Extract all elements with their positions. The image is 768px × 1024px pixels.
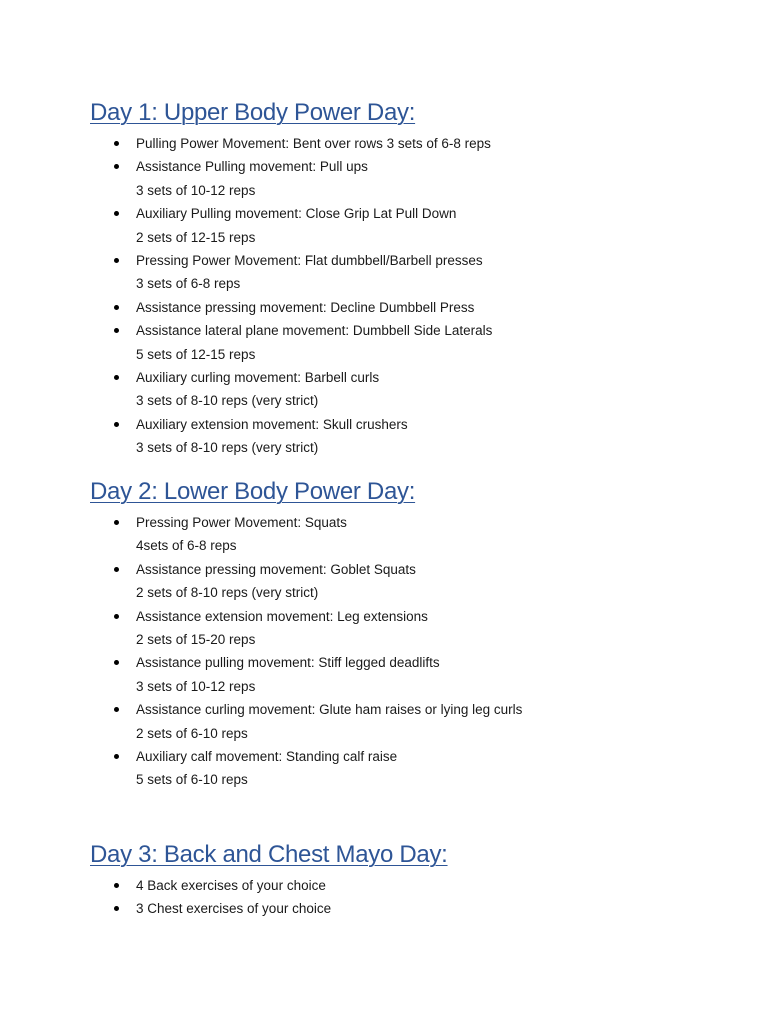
exercise-name: Pulling Power Movement: Bent over rows 3 sets of 6-8 reps [136, 136, 491, 151]
exercise-sets-reps: 3 sets of 8-10 reps (very strict) [136, 440, 319, 456]
list-item [90, 296, 730, 319]
exercise-sets-reps: 5 sets of 6-10 reps [136, 772, 248, 788]
section-day-1 [90, 98, 730, 460]
list-item [90, 319, 730, 366]
exercise-sets-reps: 2 sets of 8-10 reps (very strict) [136, 585, 319, 601]
list-item [90, 202, 730, 249]
bullet-icon [114, 305, 119, 310]
bullet-icon [114, 754, 119, 759]
bullet-icon [114, 422, 119, 427]
bullet-icon [114, 614, 119, 619]
list-item [90, 874, 730, 897]
exercise-name: Assistance Pulling movement: Pull ups [136, 159, 368, 175]
bullet-icon [114, 164, 119, 169]
exercise-list [90, 511, 730, 792]
section-day-2 [90, 477, 730, 792]
exercise-sets-reps: 4sets of 6-8 reps [136, 538, 237, 554]
bullet-icon [114, 707, 119, 712]
list-item [90, 745, 730, 792]
bullet-icon [114, 141, 119, 146]
exercise-sets-reps: 2 sets of 15-20 reps [136, 632, 256, 648]
exercise-name: Assistance pulling movement: Stiff legged deadlifts [136, 655, 440, 671]
exercise-name: Auxiliary Pulling movement: Close Grip Lat Pull Down [136, 206, 457, 222]
exercise-name: Assistance pressing movement: Goblet Squats [136, 561, 416, 577]
section-heading: Day 1: Upper Body Power Day: [90, 99, 416, 126]
bullet-icon [114, 567, 119, 572]
list-item [90, 651, 730, 698]
exercise-name: Pressing Power Movement: Squats [136, 515, 347, 530]
list-item [90, 897, 730, 920]
list-item [90, 413, 730, 460]
section-day-3 [90, 840, 730, 921]
list-item [90, 366, 730, 413]
exercise-sets-reps: 3 sets of 10-12 reps [136, 678, 256, 694]
bullet-icon [114, 258, 119, 263]
bullet-icon [114, 375, 119, 380]
exercise-name: Assistance lateral plane movement: Dumbbell Side Laterals [136, 323, 493, 339]
exercise-name: 3 Chest exercises of your choice [136, 901, 332, 917]
exercise-name: 4 Back exercises of your choice [136, 878, 326, 893]
exercise-name: Auxiliary extension movement: Skull crushers [136, 416, 408, 432]
exercise-name: Assistance extension movement: Leg extensions [136, 608, 428, 624]
bullet-icon [114, 211, 119, 216]
bullet-icon [114, 660, 119, 665]
exercise-list [90, 132, 730, 460]
bullet-icon [114, 883, 119, 888]
exercise-sets-reps: 2 sets of 6-10 reps [136, 725, 248, 741]
exercise-list [90, 874, 730, 921]
list-item [90, 558, 730, 605]
list-item [90, 132, 730, 155]
exercise-sets-reps: 3 sets of 8-10 reps (very strict) [136, 393, 319, 409]
bullet-icon [114, 906, 119, 911]
exercise-name: Assistance pressing movement: Decline Dumbbell Press [136, 299, 475, 315]
list-item [90, 249, 730, 296]
exercise-sets-reps: 2 sets of 12-15 reps [136, 229, 256, 245]
exercise-name: Auxiliary calf movement: Standing calf raise [136, 749, 398, 765]
section-heading: Day 3: Back and Chest Mayo Day: [90, 841, 448, 868]
exercise-sets-reps: 3 sets of 10-12 reps [136, 182, 256, 198]
exercise-name: Assistance curling movement: Glute ham raises or lying leg curls [136, 702, 523, 718]
list-item [90, 698, 730, 745]
exercise-sets-reps: 5 sets of 12-15 reps [136, 346, 256, 362]
section-heading: Day 2: Lower Body Power Day: [90, 478, 416, 505]
list-item [90, 605, 730, 652]
bullet-icon [114, 328, 119, 333]
list-item [90, 511, 730, 558]
exercise-name: Pressing Power Movement: Flat dumbbell/Barbell presses [136, 253, 483, 269]
exercise-name: Auxiliary curling movement: Barbell curls [136, 370, 380, 386]
exercise-sets-reps: 3 sets of 6-8 reps [136, 276, 241, 292]
bullet-icon [114, 520, 119, 525]
list-item [90, 155, 730, 202]
